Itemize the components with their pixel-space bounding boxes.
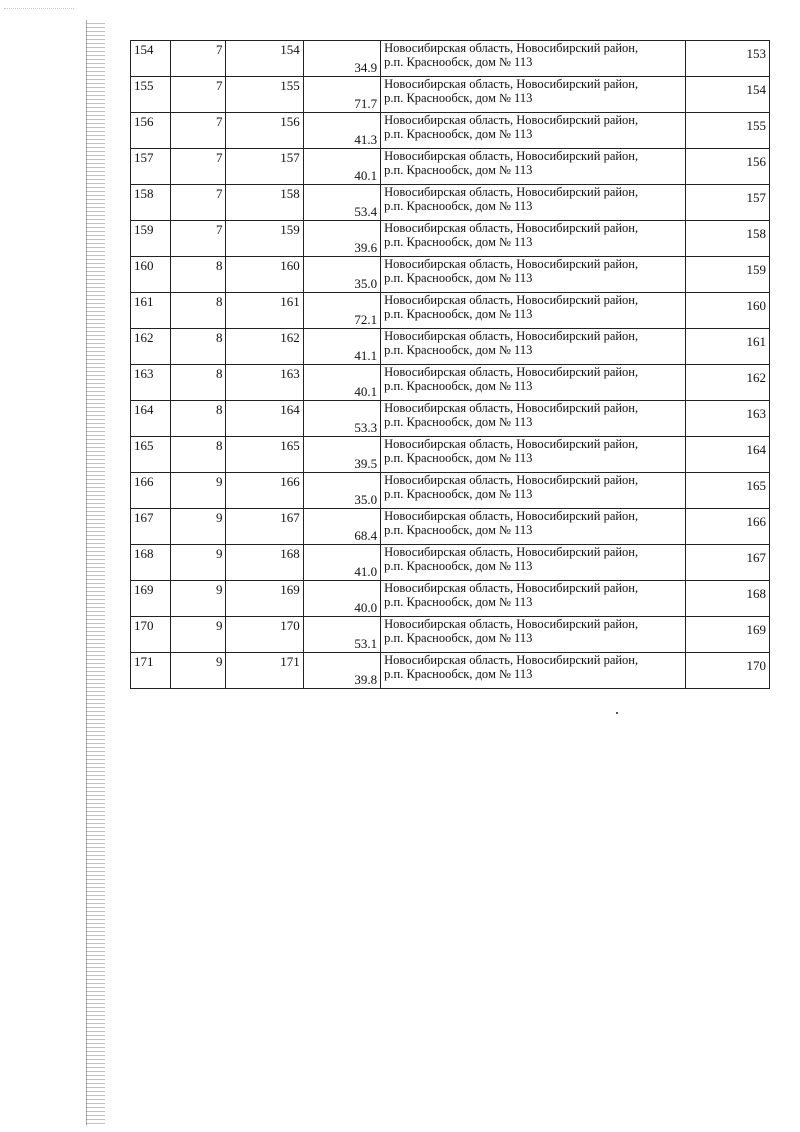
- area-cell: 71.7: [303, 77, 380, 113]
- address-cell: [381, 41, 685, 77]
- area-cell: 39.6: [303, 221, 380, 257]
- area-cell: 68.4: [303, 509, 380, 545]
- table-row: [131, 401, 770, 437]
- apartment-table: [130, 40, 770, 689]
- index-cell: 156: [685, 149, 769, 185]
- area-cell: 41.1: [303, 329, 380, 365]
- table-row: [131, 437, 770, 473]
- area-cell: 40.0: [303, 581, 380, 617]
- address-line-region: Новосибирская область, Новосибирский район,: [384, 509, 639, 523]
- apartment-number-cell: 162: [226, 329, 303, 365]
- address-line-region: Новосибирская область, Новосибирский район,: [384, 113, 639, 127]
- address-line-settlement: р.п. Краснообск, дом № 113: [384, 415, 533, 429]
- floor-cell: 8: [171, 365, 226, 401]
- index-cell: 160: [685, 293, 769, 329]
- row-number: 167: [131, 509, 171, 545]
- index-cell: 155: [685, 113, 769, 149]
- address-cell: [381, 149, 685, 185]
- row-number: 168: [131, 545, 171, 581]
- area-cell: 40.1: [303, 149, 380, 185]
- table-row: [131, 41, 770, 77]
- index-cell: 169: [685, 617, 769, 653]
- area-cell: 35.0: [303, 257, 380, 293]
- address-line-region: Новосибирская область, Новосибирский район,: [384, 617, 639, 631]
- address-line-region: Новосибирская область, Новосибирский район,: [384, 293, 639, 307]
- address-line-region: Новосибирская область, Новосибирский район,: [384, 473, 639, 487]
- area-cell: 41.3: [303, 113, 380, 149]
- row-number: 163: [131, 365, 171, 401]
- table-row: [131, 185, 770, 221]
- address-line-settlement: р.п. Краснообск, дом № 113: [384, 91, 533, 105]
- apartment-number-cell: 161: [226, 293, 303, 329]
- floor-cell: 9: [171, 473, 226, 509]
- address-line-region: Новосибирская область, Новосибирский район,: [384, 401, 639, 415]
- address-line-settlement: р.п. Краснообск, дом № 113: [384, 379, 533, 393]
- floor-cell: 9: [171, 581, 226, 617]
- apartment-number-cell: 159: [226, 221, 303, 257]
- address-line-settlement: р.п. Краснообск, дом № 113: [384, 127, 533, 141]
- row-number: 155: [131, 77, 171, 113]
- table-row: [131, 293, 770, 329]
- floor-cell: 7: [171, 113, 226, 149]
- row-number: 169: [131, 581, 171, 617]
- binding-edge-shadow: [86, 20, 105, 1125]
- row-number: 158: [131, 185, 171, 221]
- floor-cell: 9: [171, 653, 226, 689]
- address-cell: [381, 77, 685, 113]
- floor-cell: 9: [171, 509, 226, 545]
- address-line-region: Новосибирская область, Новосибирский район,: [384, 581, 639, 595]
- address-line-settlement: р.п. Краснообск, дом № 113: [384, 595, 533, 609]
- row-number: 157: [131, 149, 171, 185]
- area-cell: 34.9: [303, 41, 380, 77]
- row-number: 154: [131, 41, 171, 77]
- apartment-number-cell: 154: [226, 41, 303, 77]
- apartment-number-cell: 169: [226, 581, 303, 617]
- floor-cell: 7: [171, 221, 226, 257]
- index-cell: 168: [685, 581, 769, 617]
- address-line-settlement: р.п. Краснообск, дом № 113: [384, 631, 533, 645]
- address-cell: [381, 509, 685, 545]
- index-cell: 161: [685, 329, 769, 365]
- address-line-region: Новосибирская область, Новосибирский район,: [384, 77, 639, 91]
- apartment-number-cell: 156: [226, 113, 303, 149]
- address-cell: [381, 185, 685, 221]
- table-row: [131, 473, 770, 509]
- address-line-region: Новосибирская область, Новосибирский район,: [384, 329, 639, 343]
- apartment-number-cell: 158: [226, 185, 303, 221]
- address-line-settlement: р.п. Краснообск, дом № 113: [384, 271, 533, 285]
- address-cell: [381, 581, 685, 617]
- address-line-settlement: р.п. Краснообск, дом № 113: [384, 559, 533, 573]
- index-cell: 157: [685, 185, 769, 221]
- apartment-number-cell: 163: [226, 365, 303, 401]
- index-cell: 158: [685, 221, 769, 257]
- index-cell: 162: [685, 365, 769, 401]
- address-line-settlement: р.п. Краснообск, дом № 113: [384, 451, 533, 465]
- address-line-region: Новосибирская область, Новосибирский район,: [384, 365, 639, 379]
- floor-cell: 8: [171, 329, 226, 365]
- row-number: 164: [131, 401, 171, 437]
- table-row: [131, 617, 770, 653]
- address-cell: [381, 401, 685, 437]
- floor-cell: 9: [171, 617, 226, 653]
- address-cell: [381, 329, 685, 365]
- index-cell: 166: [685, 509, 769, 545]
- address-cell: [381, 257, 685, 293]
- index-cell: 170: [685, 653, 769, 689]
- index-cell: 163: [685, 401, 769, 437]
- address-cell: [381, 617, 685, 653]
- area-cell: 39.5: [303, 437, 380, 473]
- index-cell: 164: [685, 437, 769, 473]
- area-cell: 53.3: [303, 401, 380, 437]
- apartment-table-body: [131, 41, 770, 689]
- floor-cell: 8: [171, 437, 226, 473]
- floor-cell: 7: [171, 41, 226, 77]
- apartment-number-cell: 171: [226, 653, 303, 689]
- address-line-region: Новосибирская область, Новосибирский район,: [384, 437, 639, 451]
- index-cell: 154: [685, 77, 769, 113]
- address-cell: [381, 437, 685, 473]
- apartment-number-cell: 157: [226, 149, 303, 185]
- row-number: 156: [131, 113, 171, 149]
- area-cell: 72.1: [303, 293, 380, 329]
- row-number: 162: [131, 329, 171, 365]
- row-number: 171: [131, 653, 171, 689]
- row-number: 161: [131, 293, 171, 329]
- area-cell: 41.0: [303, 545, 380, 581]
- table-row: [131, 653, 770, 689]
- row-number: 165: [131, 437, 171, 473]
- address-line-region: Новосибирская область, Новосибирский район,: [384, 653, 639, 667]
- index-cell: 153: [685, 41, 769, 77]
- address-cell: [381, 473, 685, 509]
- floor-cell: 7: [171, 185, 226, 221]
- address-cell: [381, 221, 685, 257]
- apartment-number-cell: 170: [226, 617, 303, 653]
- address-line-settlement: р.п. Краснообск, дом № 113: [384, 235, 533, 249]
- address-line-region: Новосибирская область, Новосибирский район,: [384, 257, 639, 271]
- table-row: [131, 545, 770, 581]
- address-line-region: Новосибирская область, Новосибирский район,: [384, 185, 639, 199]
- address-cell: [381, 293, 685, 329]
- address-line-settlement: р.п. Краснообск, дом № 113: [384, 343, 533, 357]
- apartment-number-cell: 160: [226, 257, 303, 293]
- floor-cell: 8: [171, 401, 226, 437]
- address-line-region: Новосибирская область, Новосибирский район,: [384, 221, 639, 235]
- address-line-settlement: р.п. Краснообск, дом № 113: [384, 163, 533, 177]
- row-number: 166: [131, 473, 171, 509]
- scan-speck: [616, 712, 618, 714]
- address-line-settlement: р.п. Краснообск, дом № 113: [384, 667, 533, 681]
- table-row: [131, 113, 770, 149]
- address-cell: [381, 653, 685, 689]
- row-number: 160: [131, 257, 171, 293]
- address-line-region: Новосибирская область, Новосибирский район,: [384, 545, 639, 559]
- area-cell: 53.4: [303, 185, 380, 221]
- address-line-region: Новосибирская область, Новосибирский район,: [384, 41, 639, 55]
- table-row: [131, 221, 770, 257]
- area-cell: 35.0: [303, 473, 380, 509]
- row-number: 159: [131, 221, 171, 257]
- apartment-number-cell: 166: [226, 473, 303, 509]
- index-cell: 159: [685, 257, 769, 293]
- address-cell: [381, 545, 685, 581]
- floor-cell: 7: [171, 77, 226, 113]
- address-line-region: Новосибирская область, Новосибирский район,: [384, 149, 639, 163]
- area-cell: 39.8: [303, 653, 380, 689]
- area-cell: 53.1: [303, 617, 380, 653]
- row-number: 170: [131, 617, 171, 653]
- address-cell: [381, 365, 685, 401]
- table-row: [131, 257, 770, 293]
- address-line-settlement: р.п. Краснообск, дом № 113: [384, 199, 533, 213]
- table-row: [131, 365, 770, 401]
- floor-cell: 8: [171, 293, 226, 329]
- index-cell: 165: [685, 473, 769, 509]
- apartment-number-cell: 167: [226, 509, 303, 545]
- table-row: [131, 509, 770, 545]
- apartment-number-cell: 155: [226, 77, 303, 113]
- address-line-settlement: р.п. Краснообск, дом № 113: [384, 307, 533, 321]
- address-cell: [381, 113, 685, 149]
- apartment-number-cell: 168: [226, 545, 303, 581]
- address-line-settlement: р.п. Краснообск, дом № 113: [384, 523, 533, 537]
- apartment-number-cell: 165: [226, 437, 303, 473]
- index-cell: 167: [685, 545, 769, 581]
- table-row: [131, 149, 770, 185]
- apartment-number-cell: 164: [226, 401, 303, 437]
- scan-artifact: [4, 8, 74, 23]
- table-row: [131, 329, 770, 365]
- table-row: [131, 77, 770, 113]
- address-line-settlement: р.п. Краснообск, дом № 113: [384, 487, 533, 501]
- area-cell: 40.1: [303, 365, 380, 401]
- table-row: [131, 581, 770, 617]
- address-line-settlement: р.п. Краснообск, дом № 113: [384, 55, 533, 69]
- floor-cell: 7: [171, 149, 226, 185]
- floor-cell: 8: [171, 257, 226, 293]
- floor-cell: 9: [171, 545, 226, 581]
